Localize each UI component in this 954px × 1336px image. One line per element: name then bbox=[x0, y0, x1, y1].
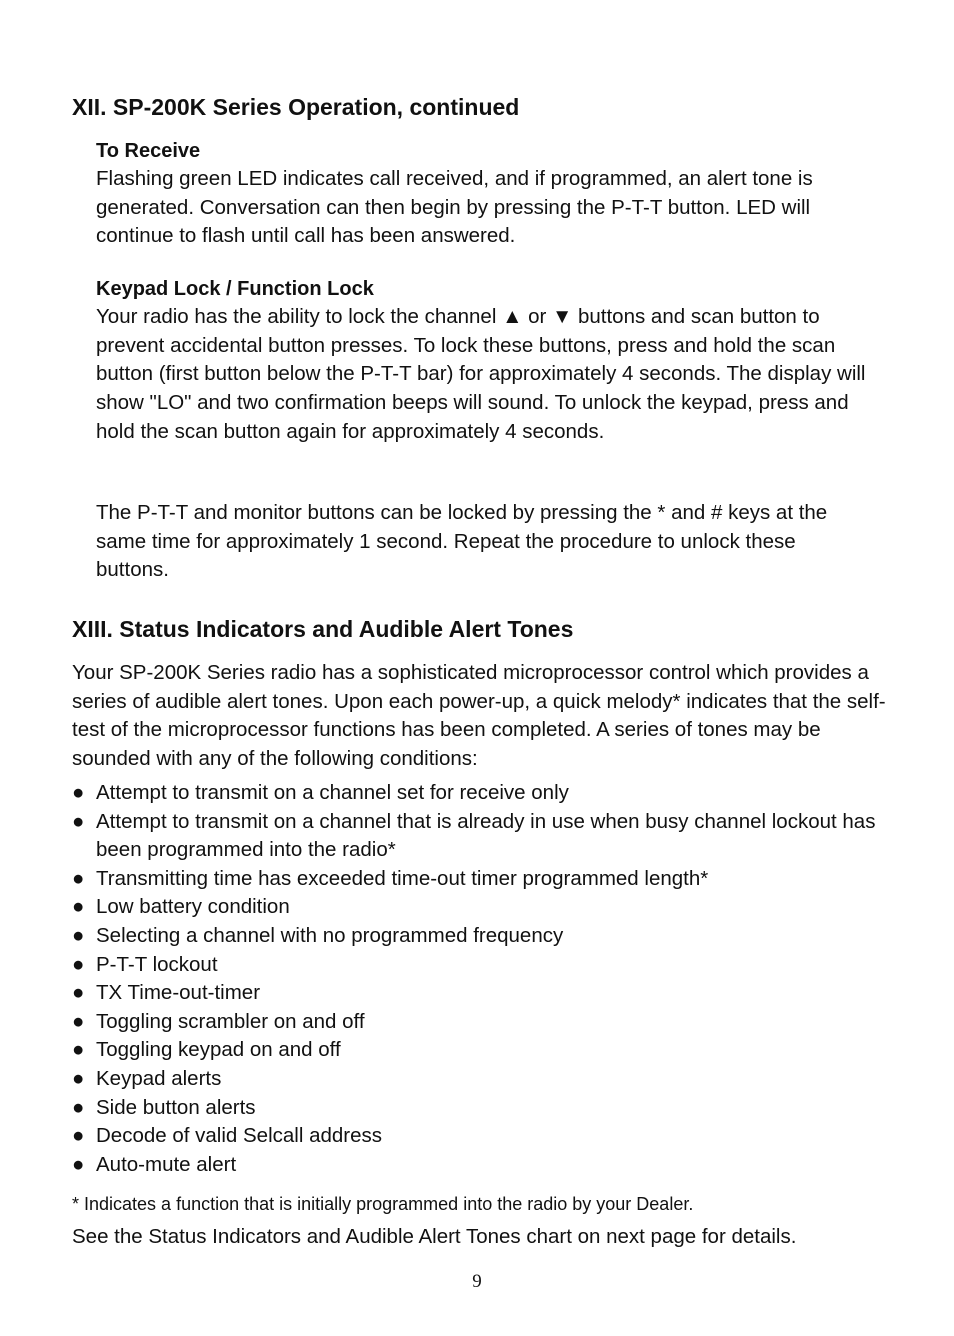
keypad-lock-text: Your radio has the ability to lock the channel ▲ or ▼ buttons and scan button to prevent accidental button presses. To lock these buttons, press and hold the scan button (first button below the P-T-T bar) for approximately 4 seconds. The display will show "LO" and two confirmation beeps will sound. To unlock the keypad, press and hold the scan button again for approximately 4 seconds. bbox=[96, 305, 866, 443]
to-receive-text: Flashing green LED indicates call received, and if programmed, an alert tone is generated. Conversation can then begin by pressing the P-T-T button. LED will continue to flash until call has been answered. bbox=[96, 167, 813, 248]
section-13-heading: XIII. Status Indicators and Audible Alert Tones bbox=[72, 616, 574, 642]
section-12-heading: XII. SP-200K Series Operation, continued bbox=[72, 94, 520, 120]
page-number: 9 bbox=[472, 1271, 482, 1292]
status-intro-text: Your SP-200K Series radio has a sophisticated microprocessor control which provides a series of audible alert tones. Upon each power-up, a quick melody* indicates that the self-test of the microprocessor functions has been completed. A series of tones may be sounded with any of the following conditions: bbox=[72, 661, 886, 771]
bullet-icon: ● bbox=[72, 952, 85, 976]
bullet-icon: ● bbox=[72, 981, 85, 1005]
list-item: ● Transmitting time has exceeded time-out timer programmed length* bbox=[72, 865, 892, 894]
list-item: ● Low battery condition bbox=[72, 893, 892, 922]
list-item: ● TX Time-out-timer bbox=[72, 979, 892, 1008]
bullet-icon: ● bbox=[72, 1095, 85, 1119]
to-receive-title: To Receive bbox=[96, 140, 201, 162]
list-item: ● P-T-T lockout bbox=[72, 951, 892, 980]
list-item: ● Side button alerts bbox=[72, 1094, 892, 1123]
bullet-icon: ● bbox=[72, 895, 85, 919]
list-item: ● Selecting a channel with no programmed frequency bbox=[72, 922, 892, 951]
bullet-icon: ● bbox=[72, 866, 85, 890]
bullet-icon: ● bbox=[72, 1009, 85, 1033]
bullet-icon: ● bbox=[72, 923, 85, 947]
list-item: ● Keypad alerts bbox=[72, 1065, 892, 1094]
alert-conditions-list bbox=[72, 779, 892, 1179]
list-item: ● Toggling keypad on and off bbox=[72, 1036, 892, 1065]
list-item: ● Auto-mute alert bbox=[72, 1151, 892, 1180]
bullet-icon: ● bbox=[72, 809, 85, 833]
see-chart-note: See the Status Indicators and Audible Alert Tones chart on next page for details. bbox=[72, 1225, 797, 1248]
keypad-lock-title: Keypad Lock / Function Lock bbox=[96, 278, 374, 300]
list-item: ● Attempt to transmit on a channel that is already in use when busy channel lockout has been programmed into the radio* bbox=[72, 809, 876, 862]
bullet-icon: ● bbox=[72, 1038, 85, 1062]
list-item: ● Decode of valid Selcall address bbox=[72, 1122, 892, 1151]
bullet-icon: ● bbox=[72, 1124, 85, 1148]
dealer-footnote: * Indicates a function that is initially programmed into the radio by your Dealer. bbox=[72, 1194, 694, 1214]
function-lock-text: The P-T-T and monitor buttons can be locked by pressing the * and # keys at the same time for approximately 1 second. Repeat the procedure to unlock these buttons. bbox=[96, 501, 828, 582]
list-item: ● Attempt to transmit on a channel set for receive only bbox=[72, 779, 892, 808]
bullet-icon: ● bbox=[72, 781, 85, 804]
bullet-icon: ● bbox=[72, 1152, 85, 1176]
bullet-icon: ● bbox=[72, 1066, 85, 1090]
list-item: ● Toggling scrambler on and off bbox=[72, 1008, 892, 1037]
